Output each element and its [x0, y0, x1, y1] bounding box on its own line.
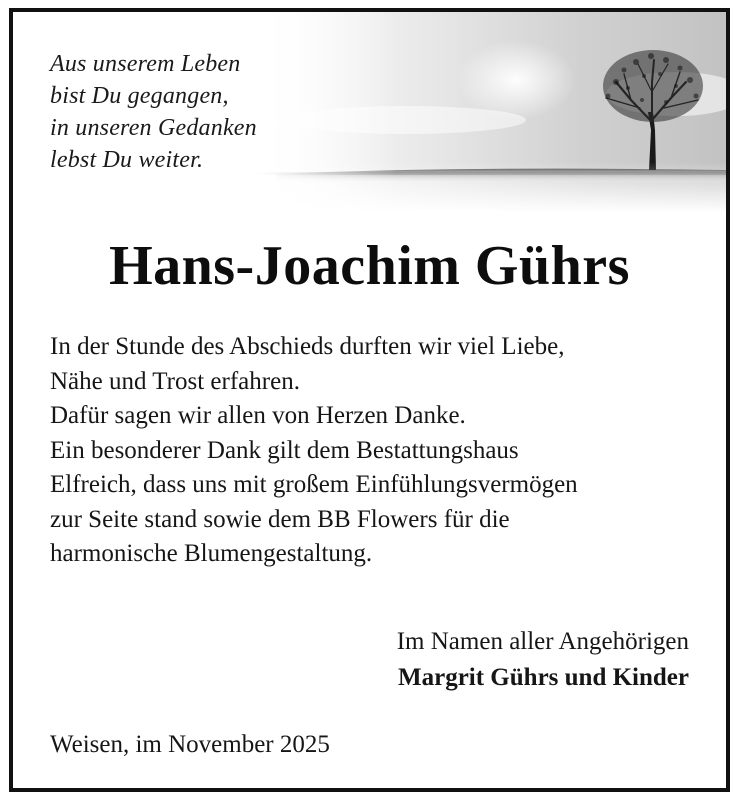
thank-you-message — [50, 330, 700, 572]
message-line: Nähe und Trost erfahren. — [50, 367, 300, 395]
message-line: Ein besonderer Dank gilt dem Bestattungshaus — [50, 436, 519, 464]
message-line: In der Stunde des Abschieds durften wir viel Liebe, — [50, 333, 565, 360]
signature-intro: Im Namen aller Angehörigen — [396, 628, 689, 655]
message-line: Dafür sagen wir allen von Herzen Danke. — [50, 402, 466, 429]
signature-family: Margrit Gührs und Kinder — [398, 664, 689, 691]
obituary-notice — [9, 8, 730, 792]
poem-line: Aus unserem Leben — [50, 51, 241, 77]
poem-line: in unseren Gedanken — [50, 115, 257, 141]
memorial-poem — [50, 48, 257, 176]
poem-line: bist Du gegangen, — [50, 83, 229, 109]
tree-landscape-icon — [256, 12, 726, 212]
message-line: harmonische Blumengestaltung. — [50, 540, 373, 567]
message-line: zur Seite stand sowie dem BB Flowers für die — [50, 505, 510, 533]
place-and-date: Weisen, im November 2025 — [50, 731, 330, 758]
deceased-name: Hans-Joachim Gührs — [109, 235, 630, 297]
signature-block — [397, 624, 689, 696]
poem-line: lebst Du weiter. — [50, 147, 204, 173]
message-line: Elfreich, dass uns mit großem Einfühlungsvermögen — [50, 471, 578, 498]
